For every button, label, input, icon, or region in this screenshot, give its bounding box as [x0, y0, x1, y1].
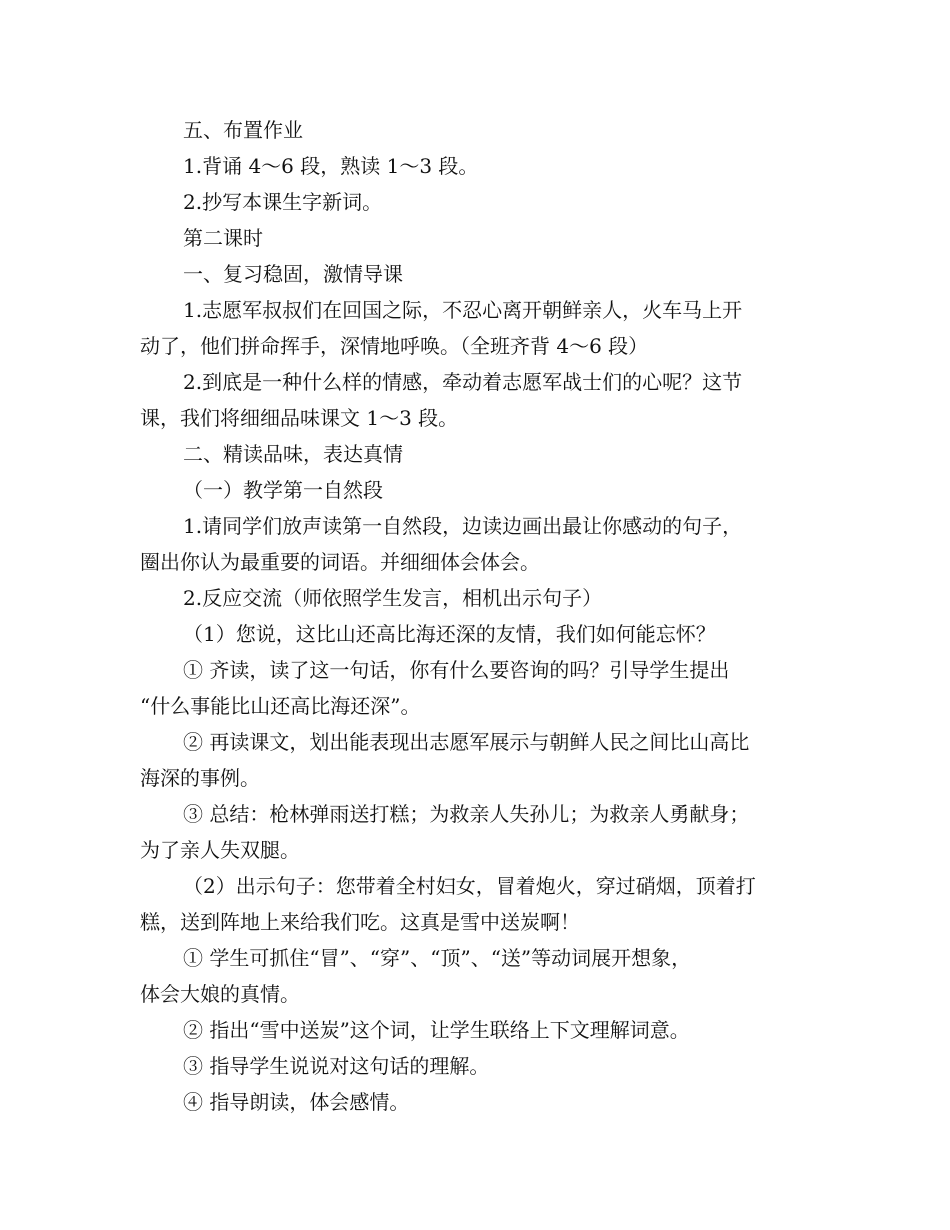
- paragraph: [140, 1012, 820, 1048]
- paragraph: [140, 796, 820, 868]
- paragraph: [140, 292, 820, 364]
- paragraph: [140, 868, 820, 940]
- text-line: ① 齐读，读了这一句话，你有什么要咨询的吗？引导学生提出: [183, 658, 730, 682]
- text-line: 糕，送到阵地上来给我们吃。这真是雪中送炭啊！: [140, 910, 580, 934]
- text-line: 二、精读品味，表达真情: [183, 442, 403, 466]
- paragraph: [140, 184, 820, 220]
- text-line: （1）您说，这比山还高比海还深的友情，我们如何能忘怀？: [183, 622, 716, 646]
- paragraph: [140, 112, 820, 148]
- text-line: ④ 指导朗读，体会感情。: [183, 1090, 410, 1114]
- text-line: ③ 指导学生说说对这句话的理解。: [183, 1054, 490, 1078]
- text-line: 1.志愿军叔叔们在回国之际，不忍心离开朝鲜亲人，火车马上开: [183, 298, 743, 322]
- paragraph: [140, 724, 820, 796]
- text-line: 体会大娘的真情。: [140, 982, 300, 1006]
- paragraph: [140, 1048, 820, 1084]
- text-line: ③ 总结：枪林弹雨送打糕；为救亲人失孙儿；为救亲人勇献身；: [183, 802, 750, 826]
- paragraph: [140, 616, 820, 652]
- text-line: ② 指出“雪中送炭”这个词，让学生联络上下文理解词意。: [183, 1018, 690, 1042]
- text-line: 为了亲人失双腿。: [140, 838, 300, 862]
- text-line: 课，我们将细细品味课文 1～3 段。: [140, 406, 459, 430]
- text-line: 1.背诵 4～6 段，熟读 1～3 段。: [183, 154, 479, 178]
- paragraph: [140, 436, 820, 472]
- paragraph: [140, 940, 820, 1012]
- text-line: （2）出示句子：您带着全村妇女，冒着炮火，穿过硝烟，顶着打: [183, 874, 756, 898]
- text-line: 第二课时: [183, 226, 263, 250]
- text-line: 海深的事例。: [140, 766, 260, 790]
- text-line: 1.请同学们放声读第一自然段，边读边画出最让你感动的句子，: [183, 514, 743, 538]
- text-line: 动了，他们拼命挥手，深情地呼唤。（全班齐背 4～6 段）: [140, 334, 649, 358]
- text-line: 2.抄写本课生字新词。: [183, 190, 383, 214]
- paragraph: [140, 364, 820, 436]
- paragraph: [140, 220, 820, 256]
- document-body: [140, 112, 820, 1120]
- paragraph: [140, 652, 820, 724]
- text-line: （一）教学第一自然段: [183, 478, 383, 502]
- paragraph: [140, 148, 820, 184]
- text-line: 五、布置作业: [183, 118, 303, 142]
- paragraph: [140, 472, 820, 508]
- text-line: ① 学生可抓住“冒”、“穿”、“顶”、“送”等动词展开想象，: [183, 946, 692, 970]
- paragraph: [140, 256, 820, 292]
- paragraph: [140, 508, 820, 580]
- paragraph: [140, 580, 820, 616]
- text-line: 圈出你认为最重要的词语。并细细体会体会。: [140, 550, 540, 574]
- paragraph: [140, 1084, 820, 1120]
- text-line: ② 再读课文，划出能表现出志愿军展示与朝鲜人民之间比山高比: [183, 730, 750, 754]
- text-line: 2.到底是一种什么样的情感，牵动着志愿军战士们的心呢？这节: [183, 370, 743, 394]
- text-line: 2.反应交流（师依照学生发言，相机出示句子）: [183, 586, 603, 610]
- text-line: 一、复习稳固，激情导课: [183, 262, 403, 286]
- text-line: “什么事能比山还高比海还深”。: [140, 694, 421, 718]
